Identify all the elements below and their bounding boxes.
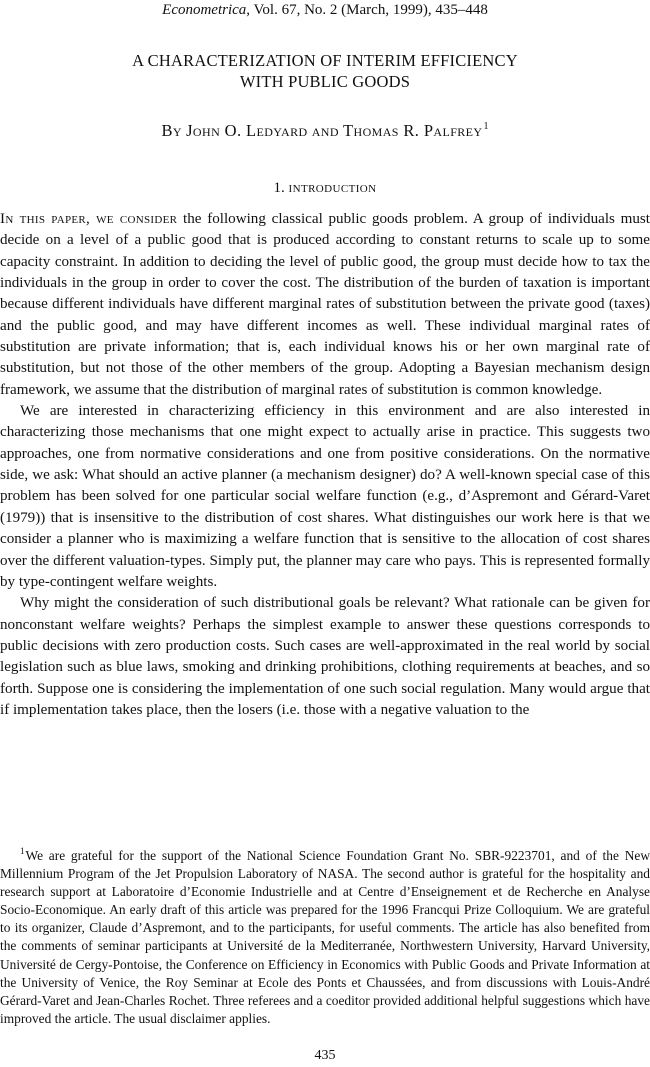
paragraph-lead-in: In this paper, we consider bbox=[0, 211, 178, 227]
author-by: By bbox=[161, 121, 182, 140]
title-line-1: A CHARACTERIZATION OF INTERIM EFFICIENCY bbox=[132, 51, 518, 70]
section-title: introduction bbox=[288, 180, 377, 196]
body-text bbox=[0, 209, 650, 721]
page-number: 435 bbox=[314, 1048, 336, 1063]
footnote-text: We are grateful for the support of the National Science Foundation Grant No. SBR-9223701, and of the New Millennium Program of the Jet Propulsion Laboratory of NASA. The second author is grateful for the hospitality and research support at Laboratoire d’Economie Industrielle and at Centre d’Enseignement et de Recherche en Analyse Socio-Economique. An early draft of this article was prepared for the 1996 Francqui Prize Colloquium. We are grateful to its organizer, Claude d’Aspremont, and to the participants, for useful comments. The article has also benefited from the comments of seminar participants at Université de la Mediterranée, Northwestern University, Harvard University, Université de Cergy-Pontoise, the Conference on Efficiency in Economics with Public Goods and Private Information at the University of Venice, the Roy Seminar at Ecole des Ponts et Chaussées, and from discussions with Louis-André Gérard-Varet and Jean-Charles Rochet. Three referees and a coeditor provided additional helpful suggestions which have improved the article. The usual disclaimer applies. bbox=[0, 848, 650, 1026]
journal-citation: , Vol. 67, No. 2 (March, 1999), 435–448 bbox=[246, 2, 488, 18]
paragraph-1-text: the following classical public goods problem. A group of individuals must decide on a level of a public good that is produced according to constant returns to scale up to some capacity constraint. In addition to deciding the level of public good, the group must decide how to tax the individuals in the group in order to cover the cost. The distribution of the burden of taxation is important because different individuals have different marginal rates of substitution between the private good (taxes) and the public good, and may have different incomes as well. These individual marginal rates of substitution are private information; that is, each individual knows his or her own marginal rate of substitution, but not those of the other members of the group. Adopting a Bayesian mechanism design framework, we assume that the distribution of marginal rates of substitution is common knowledge. bbox=[0, 211, 650, 398]
author-and: and bbox=[311, 121, 339, 140]
article-title bbox=[0, 50, 650, 92]
title-line-2: WITH PUBLIC GOODS bbox=[239, 72, 411, 91]
author-name-2: Thomas R. Palfrey bbox=[343, 121, 483, 140]
paragraph-2: We are interested in characterizing efficiency in this environment and are also interested in characterizing those mechanisms that one might expect to actually arise in practice. This suggests two approaches, one from normative considerations and one from positive considerations. On the normative side, we ask: What should an active planner (a mechanism designer) do? A well-known special case of this problem has been solved for one particular social welfare function (e.g., d’Aspremont and Gérard-Varet (1979)) that is insensitive to the distribution of cost shares. What distinguishes our work here is that we consider a planner who is maximizing a welfare function that is sensitive to the allocation of cost shares over the different valuation-types. Simply put, the planner may care who pays. This is represented formally by type-contingent welfare weights. bbox=[0, 403, 650, 590]
author-footnote-mark: 1 bbox=[483, 121, 489, 132]
section-number: 1. bbox=[273, 180, 285, 196]
author-name-1: John O. Ledyard bbox=[186, 121, 308, 140]
journal-name: Econometrica bbox=[162, 2, 247, 18]
running-head bbox=[0, 0, 650, 20]
footnote-mark: 1 bbox=[20, 846, 25, 856]
footnote bbox=[0, 842, 650, 1028]
paragraph-3: Why might the consideration of such distributional goals be relevant? What rationale can be given for nonconstant welfare weights? Perhaps the simplest example to answer these questions corresponds to public decisions with zero production costs. Such cases are well-approximated in the real world by social legislation such as blue laws, smoking and drinking prohibitions, clothing requirements at beaches, and so forth. Suppose one is considering the implementation of one such social regulation. Many would argue that if implementation takes place, then the losers (i.e. those with a negative valuation to the bbox=[0, 595, 650, 718]
author-line bbox=[0, 116, 650, 142]
paragraph-1 bbox=[0, 209, 650, 401]
footnote-paragraph bbox=[0, 842, 650, 1028]
section-heading bbox=[0, 178, 650, 198]
